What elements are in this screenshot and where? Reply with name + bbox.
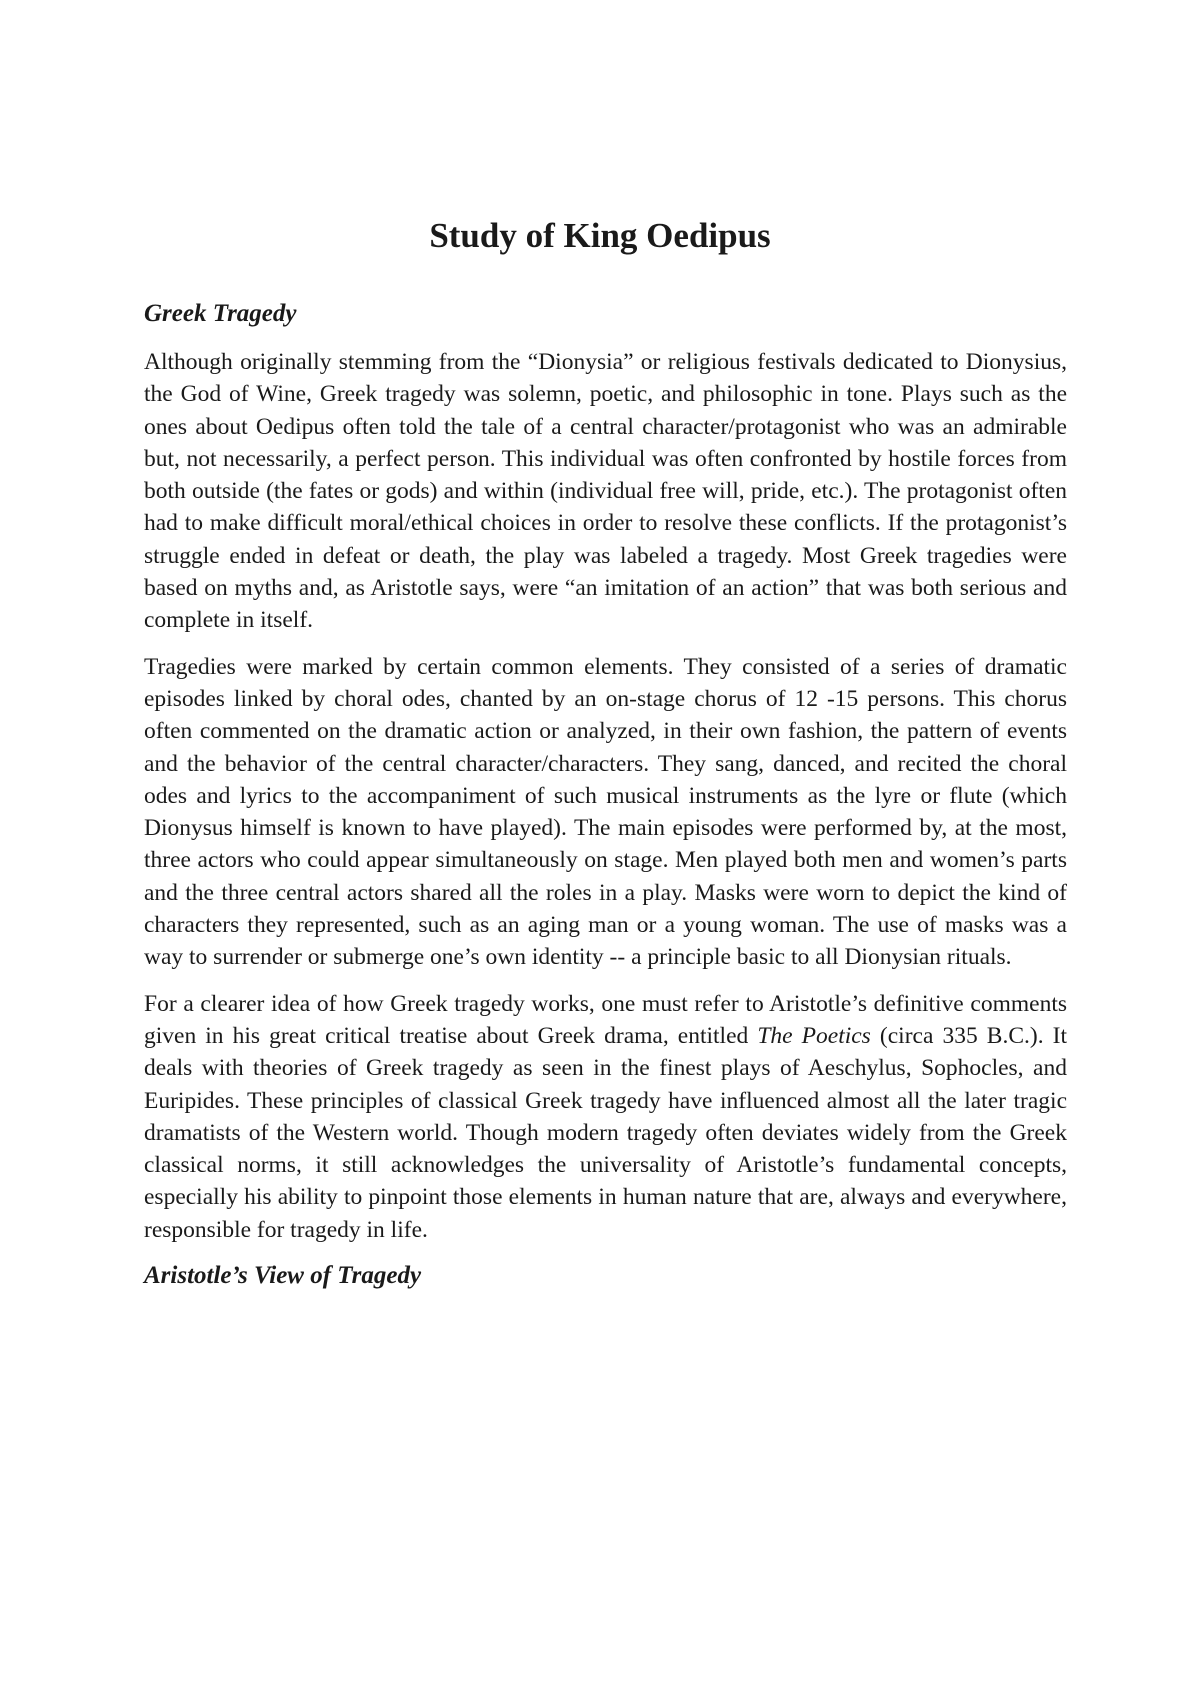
- paragraph-1: Although originally stemming from the “Dionysia” or religious festivals dedicated to Dionysius, the God of Wine, Greek tragedy was solemn, poetic, and philosophic in tone. Plays such as the ones about Oedipus often told the tale of a central character/protagonist who was an admirable but, not necessarily, a perfect person. This individual was often confronted by hostile forces from both outside (the fates or gods) and within (individual free will, pride, etc.). The protagonist often had to make difficult moral/ethical choices in order to resolve these conflicts. If the protagonist’s struggle ended in defeat or death, the play was labeled a tragedy. Most Greek tragedies were based on myths and, as Aristotle says, were “an imitation of an action” that was both serious and complete in itself.: [144, 349, 1067, 634]
- section-heading-greek-tragedy: Greek Tragedy: [144, 300, 297, 327]
- section-heading-aristotles-view: Aristotle’s View of Tragedy: [144, 1262, 422, 1290]
- page-title: Study of King Oedipus: [429, 216, 771, 255]
- paragraph-2: Tragedies were marked by certain common elements. They consisted of a series of dramatic episodes linked by choral odes, chanted by an on-stage chorus of 12 -15 persons. This chorus often commented on the dramatic action or analyzed, in their own fashion, the pattern of events and the behavior of the central character/characters. They sang, danced, and recited the choral odes and lyrics to the accompaniment of such musical instruments as the lyre or flute (which Dionysus himself is known to have played). The main episodes were performed by, at the most, three actors who could appear simultaneously on stage. Men played both men and women’s parts and the three central actors shared all the roles in a play. Masks were worn to depict the kind of characters they represented, such as an aging man or a young woman. The use of masks was a way to surrender or submerge one’s own identity -- a principle basic to all Dionysian rituals.: [144, 653, 1067, 971]
- paragraph-3: [144, 988, 1067, 1246]
- document-body: [144, 298, 1067, 1308]
- book-title-the-poetics: The Poetics: [757, 1022, 871, 1049]
- paragraph-3-text-1: For a clearer idea of how Greek tragedy works, one must refer to Aristotle’s definitive comments given in his great critical treatise about Greek drama, entitled: [144, 990, 1067, 1049]
- paragraph-3-text-2: (circa 335 B.C.). It deals with theories of Greek tragedy as seen in the finest plays of Aeschylus, Sophocles, and Euripides. These principles of classical Greek tragedy have influenced almost all the later tragic dramatists of the Western world. Though modern tragedy often deviates widely from the Greek classical norms, it still acknowledges the universality of Aristotle’s fundamental concepts, especially his ability to pinpoint those elements in human nature that are, always and everywhere, responsible for tragedy in life.: [144, 1022, 1067, 1243]
